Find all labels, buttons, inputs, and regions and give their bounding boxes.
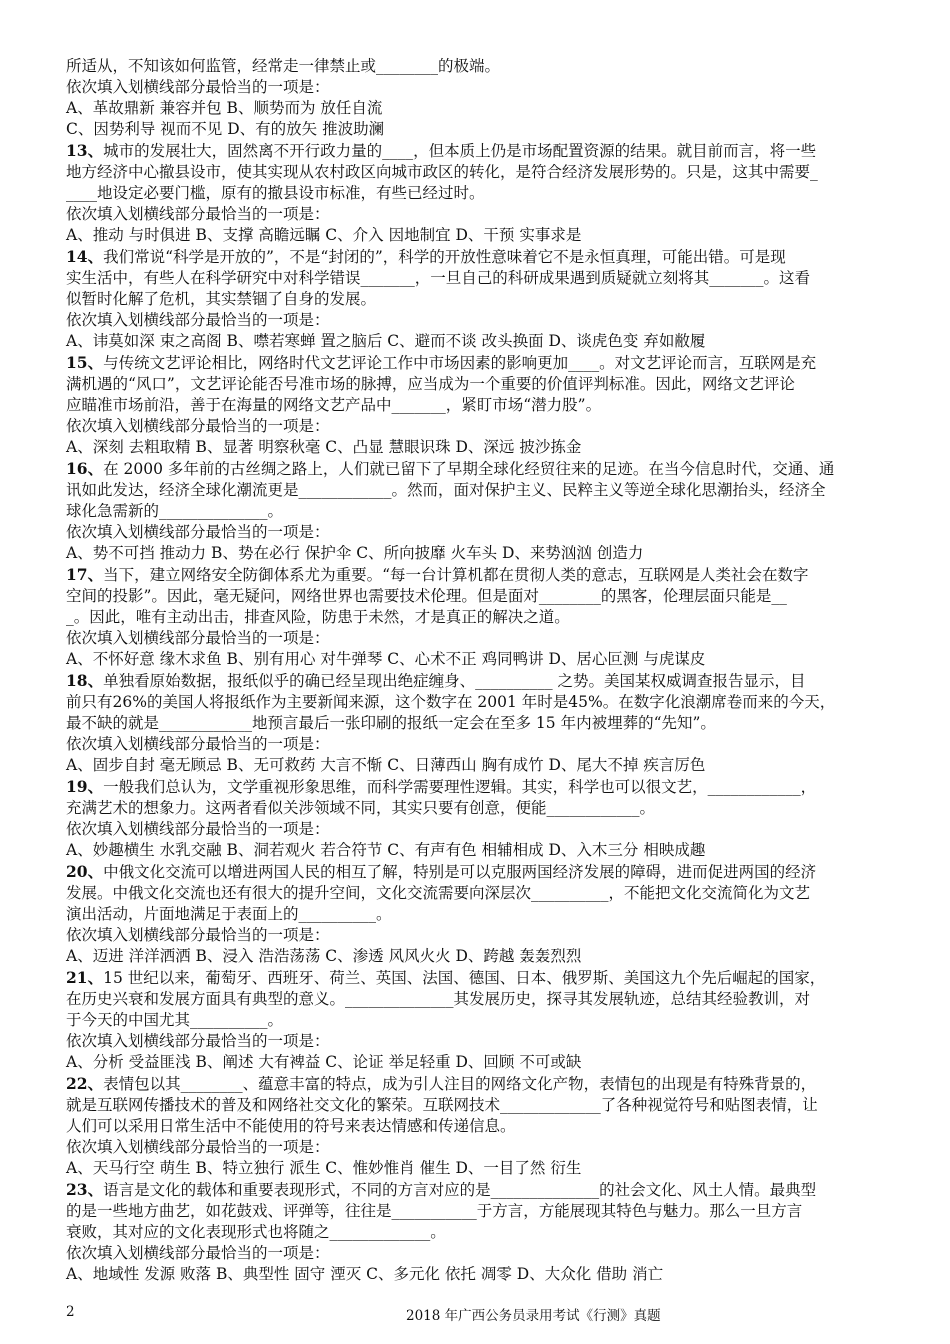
text-line [66, 670, 886, 692]
text-line [66, 458, 886, 480]
text-line [66, 776, 886, 798]
question-text: 城市的发展壮大，固然离不开行政力量的____，但本质上仍是市场配置资源的结果。就目前而言，将一些 [103, 142, 817, 160]
text-line: 依次填入划横线部分最恰当的一项是： [66, 629, 330, 647]
document-body [66, 56, 886, 1285]
text-line [66, 246, 886, 268]
text-line: 于今天的中国尤其__________。 [66, 1011, 284, 1029]
question-text: 当下，建立网络安全防御体系尤为重要。“每一台计算机都在贯彻人类的意志，互联网是人类社会在数字 [103, 566, 809, 584]
page-number: 2 [66, 1304, 75, 1320]
question-text: 表情包以其________、蕴意丰富的特点，成为引人注目的网络文化产物，表情包的出现是有特殊背景的， [103, 1075, 817, 1093]
question-number: 21、 [66, 968, 104, 987]
question-number: 16、 [66, 459, 104, 478]
question-text: 在 2000 多年前的古丝绸之路上，人们就已留下了早期全球化经贸往来的足迹。在当今信息时代，交通、通 [103, 460, 835, 478]
text-line: 衰败，其对应的文化表现形式也将随之_____________。 [66, 1223, 446, 1241]
question-number: 14、 [66, 247, 104, 266]
text-line: A、革故鼎新 兼容并包 B、顺势而为 放任自流 [66, 99, 383, 117]
text-line: 前只有26%的美国人将报纸作为主要新闻来源，这个数字在 2001 年时是45%。在数字化浪潮席卷而来的今天， [66, 693, 836, 711]
text-line: A、地域性 发源 败落 B、典型性 固守 湮灭 C、多元化 依托 凋零 D、大众化 借助 消亡 [66, 1265, 664, 1283]
text-line: 就是互联网传播技术的普及和网络社交文化的繁荣。互联网技术_____________了各种视觉符号和贴图表情，让 [66, 1096, 818, 1114]
text-line [66, 861, 886, 883]
text-line: A、深刻 去粗取精 B、显著 明察秋毫 C、凸显 慧眼识珠 D、深远 披沙拣金 [66, 438, 582, 456]
text-line: 发展。中俄文化交流也还有很大的提升空间，文化交流需要向深层次__________，不能把文化交流简化为文艺 [66, 884, 811, 902]
question-number: 22、 [66, 1074, 104, 1093]
text-line [66, 564, 886, 586]
text-line: 依次填入划横线部分最恰当的一项是： [66, 78, 330, 96]
text-line [66, 967, 886, 989]
text-line: 的是一些地方曲艺，如花鼓戏、评弹等，往往是___________于方言，方能展现其特色与魅力。那么一旦方言 [66, 1202, 803, 1220]
text-line: 地方经济中心撤县设市，使其实现从农村政区向城市政区的转化，是符合经济发展形势的。只是，这其中需要_ [66, 163, 818, 181]
text-line: A、迈进 洋洋洒洒 B、浸入 浩浩荡荡 C、渗透 风风火火 D、跨越 轰轰烈烈 [66, 947, 582, 965]
text-line [66, 1073, 886, 1095]
text-line: 满机遇的“风口”，文艺评论能否号准市场的脉搏，应当成为一个重要的价值评判标准。因此，网络文艺评论 [66, 375, 795, 393]
text-line: ____地设定必要门槛，原有的撤县设市标准，有些已经过时。 [66, 184, 485, 202]
text-line: 依次填入划横线部分最恰当的一项是： [66, 1138, 330, 1156]
question-text: 一般我们总认为，文学重视形象思维，而科学需要理性逻辑。其实，科学也可以很文艺，____________， [103, 778, 817, 796]
question-number: 23、 [66, 1180, 104, 1199]
text-line: A、不怀好意 缘木求鱼 B、别有用心 对牛弹琴 C、心术不正 鸡同鸭讲 D、居心叵测 与虎谋皮 [66, 650, 706, 668]
question-text: 中俄文化交流可以增进两国人民的相互了解，特别是可以克服两国经济发展的障碍，进而促进两国的经济 [103, 863, 817, 881]
text-line: 充满艺术的想象力。这两者看似关涉领域不同，其实只要有创意，便能____________。 [66, 799, 656, 817]
text-line: A、势不可挡 推动力 B、势在必行 保护伞 C、所向披靡 火车头 D、来势汹汹 创造力 [66, 544, 644, 562]
text-line: 依次填入划横线部分最恰当的一项是： [66, 417, 330, 435]
text-line: 依次填入划横线部分最恰当的一项是： [66, 311, 330, 329]
question-number: 20、 [66, 862, 104, 881]
text-line: C、因势利导 视而不见 D、有的放矢 推波助澜 [66, 120, 385, 138]
question-number: 18、 [66, 671, 104, 690]
text-line [66, 140, 886, 162]
text-line: 依次填入划横线部分最恰当的一项是： [66, 926, 330, 944]
text-line: 空间的投影”。因此，毫无疑问，网络世界也需要技术伦理。但是面对________的黑客，伦理层面只能是__ [66, 587, 787, 605]
text-line: A、讳莫如深 束之高阁 B、噤若寒蝉 置之脑后 C、避而不谈 改头换面 D、谈虎色变 弃如敝履 [66, 332, 706, 350]
text-line: _。因此，唯有主动出击，排查风险，防患于未然，才是真正的解决之道。 [66, 608, 570, 626]
text-line: 依次填入划横线部分最恰当的一项是： [66, 735, 330, 753]
text-line: 在历史兴衰和发展方面具有典型的意义。______________其发展历史，探寻其发展轨迹，总结其经验教训，对 [66, 990, 811, 1008]
text-line: 人们可以采用日常生活中不能使用的符号来表达情感和传递信息。 [66, 1117, 516, 1135]
text-line: A、妙趣横生 水乳交融 B、洞若观火 若合符节 C、有声有色 相辅相成 D、入木三分 相映成趣 [66, 841, 706, 859]
question-number: 17、 [66, 565, 104, 584]
text-line: A、推动 与时俱进 B、支撑 高瞻远瞩 C、介入 因地制宜 D、干预 实事求是 [66, 226, 582, 244]
text-line: 球化急需新的______________。 [66, 502, 284, 520]
text-line: 实生活中，有些人在科学研究中对科学错误_______，一旦自己的科研成果遇到质疑就立刻将其_______。这看 [66, 269, 811, 287]
text-line: A、分析 受益匪浅 B、阐述 大有裨益 C、论证 举足轻重 D、回顾 不可或缺 [66, 1053, 582, 1071]
question-number: 19、 [66, 777, 104, 796]
question-text: 与传统文艺评论相比，网络时代文艺评论工作中市场因素的影响更加____。对文艺评论而言，互联网是充 [103, 354, 817, 372]
text-line [66, 1179, 886, 1201]
question-number: 13、 [66, 141, 104, 160]
question-text: 单独看原始数据，报纸似乎的确已经呈现出绝症缠身、__________ 之势。美国某权威调查报告显示，目 [103, 672, 806, 690]
text-line [66, 352, 886, 374]
question-text: 语言是文化的载体和重要表现形式，不同的方言对应的是______________的社会文化、风土人情。最典型 [103, 1181, 817, 1199]
footer-title: 2018 年广西公务员录用考试《行测》真题 [406, 1308, 661, 1324]
text-line: A、固步自封 毫无顾忌 B、无可救药 大言不惭 C、日薄西山 胸有成竹 D、尾大不掉 疾言厉色 [66, 756, 706, 774]
text-line: 应瞄准市场前沿，善于在海量的网络文艺产品中_______，紧盯市场“潜力股”。 [66, 396, 602, 414]
text-line: 依次填入划横线部分最恰当的一项是： [66, 1032, 330, 1050]
question-text: 我们常说“科学是开放的”，不是“封闭的”，科学的开放性意味着它不是永恒真理，可能出错。可是现 [103, 248, 786, 266]
text-line: 似暂时化解了危机，其实禁锢了自身的发展。 [66, 290, 377, 308]
text-line: 所适从，不知该如何监管，经常走一律禁止或________的极端。 [66, 57, 501, 75]
question-number: 15、 [66, 353, 104, 372]
text-line: 依次填入划横线部分最恰当的一项是： [66, 820, 330, 838]
text-line: 最不缺的就是____________地预言最后一张印刷的报纸一定会在至多 15 年内被埋葬的“先知”。 [66, 714, 716, 732]
question-text: 15 世纪以来，葡萄牙、西班牙、荷兰、英国、法国、德国、日本、俄罗斯、美国这九个先后崛起的国家， [103, 969, 826, 987]
text-line: 依次填入划横线部分最恰当的一项是： [66, 205, 330, 223]
text-line: 讯如此发达，经济全球化潮流更是____________。然而，面对保护主义、民粹主义等逆全球化思潮抬头，经济全 [66, 481, 826, 499]
text-line: 演出活动，片面地满足于表面上的__________。 [66, 905, 392, 923]
text-line: A、天马行空 萌生 B、特立独行 派生 C、惟妙惟肖 催生 D、一目了然 衍生 [66, 1159, 582, 1177]
text-line: 依次填入划横线部分最恰当的一项是： [66, 1244, 330, 1262]
text-line: 依次填入划横线部分最恰当的一项是： [66, 523, 330, 541]
